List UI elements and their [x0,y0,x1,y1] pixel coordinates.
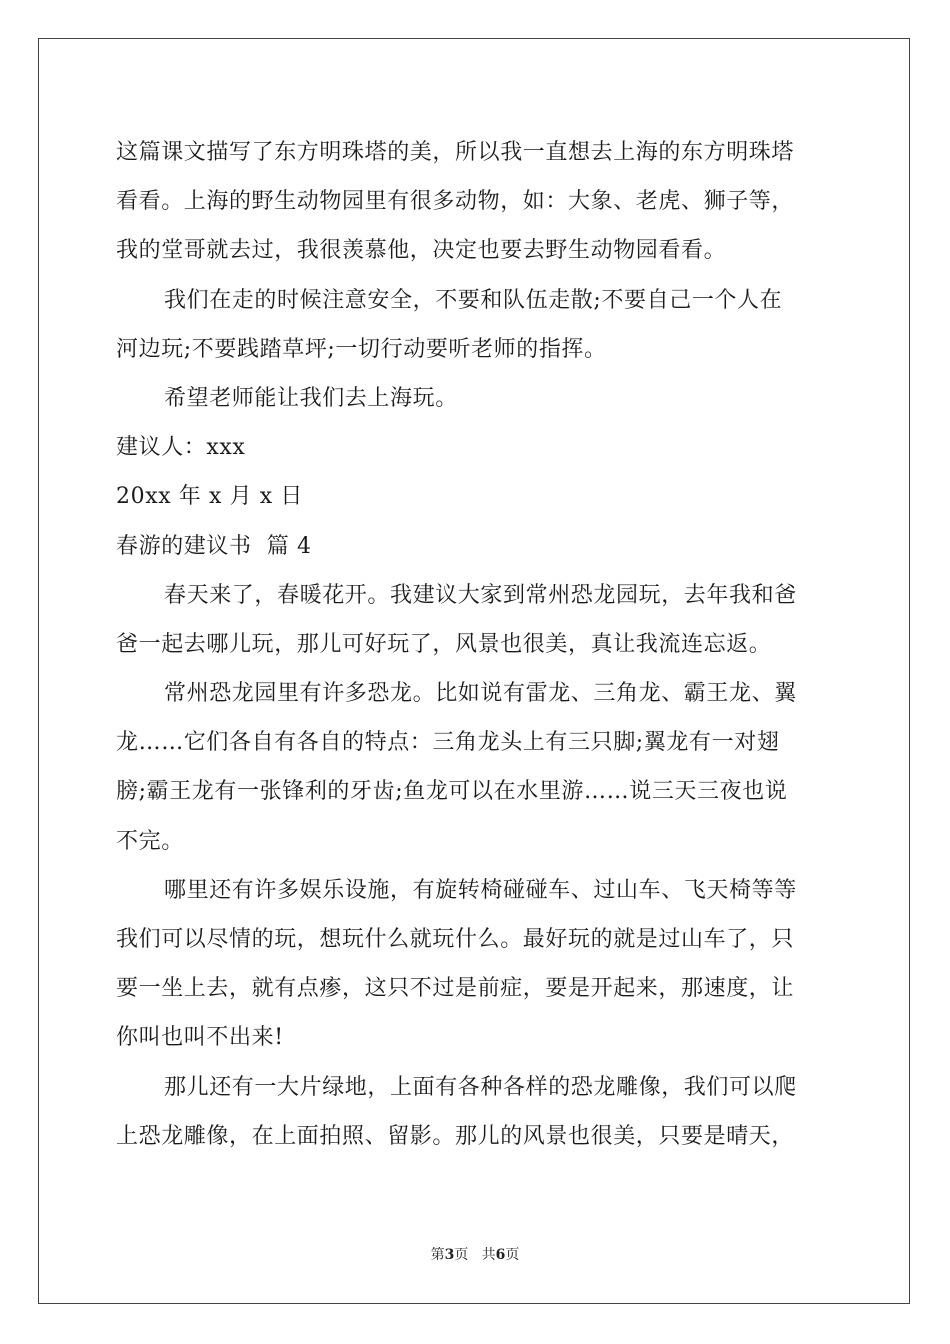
footer-mid: 页 共 [454,1247,496,1263]
footer-suffix: 页 [505,1247,520,1263]
text-line: 我的堂哥就去过，我很羡慕他，决定也要去野生动物园看看。 [116,238,727,264]
text-line: 你叫也叫不出来! [116,1025,284,1051]
text-line: 那儿还有一大片绿地，上面有各种各样的恐龙雕像，我们可以爬 [164,1074,797,1100]
date-line: 20xx 年 x 月 x 日 [116,484,303,510]
text-line: 这篇课文描写了东方明珠塔的美，所以我一直想去上海的东方明珠塔 [116,140,795,165]
text-line: 爸一起去哪儿玩，那儿可好玩了，风景也很美，真让我流连忘返。 [116,631,772,657]
text-line: 我们可以尽情的玩，想玩什么就玩什么。最好玩的就是过山车了，只 [116,927,795,952]
text-line: 哪里还有许多娱乐设施，有旋转椅碰碰车、过山车、飞天椅等等 [164,877,797,903]
current-page-number: 3 [444,1247,455,1263]
text-line: 河边玩;不要践踏草坪;一切行动要听老师的指挥。 [116,336,607,362]
text-line: 龙……它们各自有各自的特点：三角龙头上有三只脚;翼龙有一对翅 [116,730,780,756]
signer-line: 建议人：xxx [116,435,246,461]
text-line: 希望老师能让我们去上海玩。 [164,385,458,411]
text-line: 要一坐上去，就有点瘆，这只不过是前症，要是开起来，那速度，让 [116,976,795,1002]
document-body [116,128,836,1161]
total-page-number: 6 [495,1247,506,1263]
text-line: 不完。 [116,828,184,854]
text-line: 常州恐龙园里有许多恐龙。比如说有雷龙、三角龙、霸王龙、翼 [164,681,797,707]
text-line: 看看。上海的野生动物园里有很多动物，如：大象、老虎、狮子等， [116,189,795,215]
text-line: 春天来了，春暖花开。我建议大家到常州恐龙园玩，去年我和爸 [164,582,797,608]
text-line: 我们在走的时候注意安全，不要和队伍走散;不要自己一个人在 [164,287,783,313]
page-footer [0,1244,950,1264]
text-line: 膀;霸王龙有一张锋利的牙齿;鱼龙可以在水里游……说三天三夜也说 [116,779,788,805]
footer-prefix: 第 [430,1247,445,1263]
section-heading: 春游的建议书 篇 4 [116,533,312,559]
text-line: 上恐龙雕像，在上面拍照、留影。那儿的风景也很美，只要是晴天， [116,1123,795,1149]
